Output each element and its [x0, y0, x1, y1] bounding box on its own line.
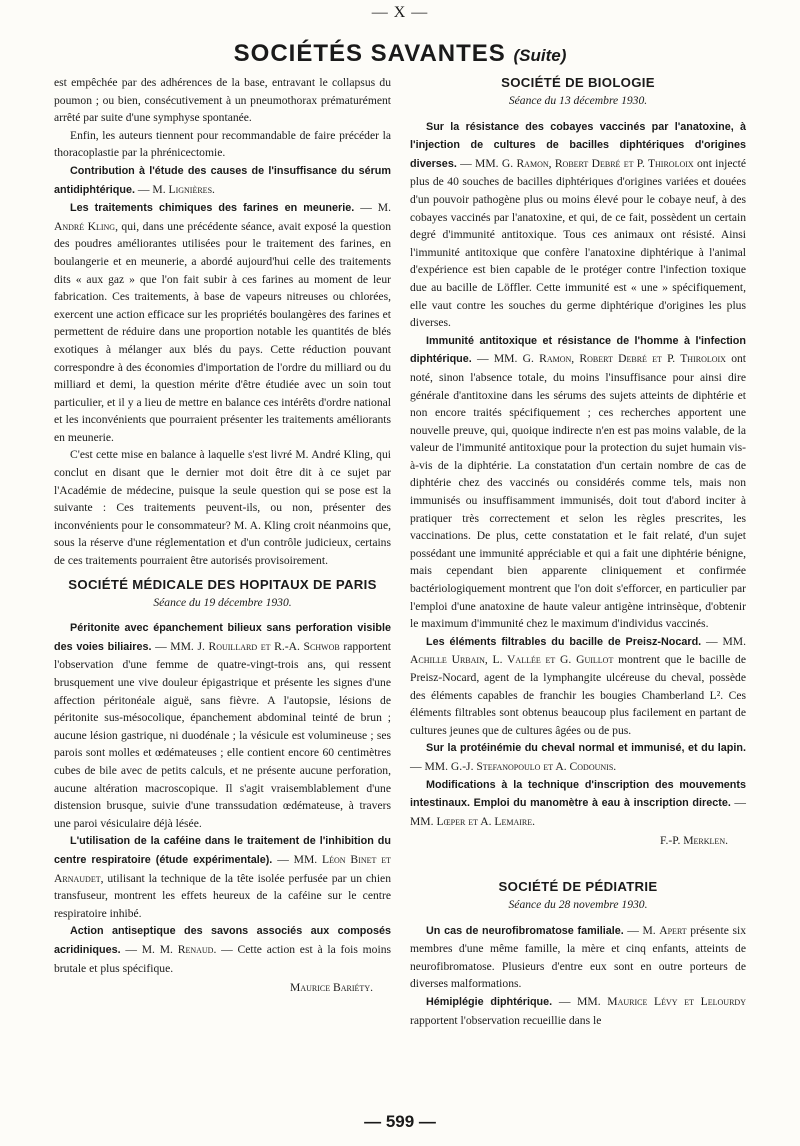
article-pre: — M. M. — [125, 942, 173, 956]
article — [410, 922, 746, 993]
paragraph: Enfin, les auteurs tiennent pour recommandable de faire précéder la thoracoplastie par la phrénicectomie. — [54, 128, 391, 160]
article-authors: G.-J. Stefanopoulo et A. Codounis — [450, 759, 614, 773]
article-title: Les traitements chimiques des farines en meunerie. — [70, 202, 355, 215]
paragraph: C'est cette mise en balance à laquelle s'est livré M. André Kling, qui conclut en disant que le dernier mot doit être dit à ce sujet par l'Académie de médecine, puisque la seule question qui se pose est la suivante : Ces traitements peuvent-ils, ou non, présenter des inconvénients pour le consommateur? M. A. Kling croit néanmoins que, sous la réserve d'une réglementation et d'un contrôle judicieux, certains de ces traitements pourraient être autorisés provisoirement. — [54, 448, 391, 568]
article-end: . — [532, 814, 536, 828]
article-text: . — Cette action est à la fois moins brutale et plus spécifique. — [54, 942, 392, 975]
article-authors: Renaud — [177, 942, 214, 956]
article — [410, 993, 746, 1029]
article-text: rapportent l'observation recueillie dans le — [410, 1013, 602, 1027]
article — [54, 162, 391, 199]
article-pre: — MM. — [558, 994, 601, 1008]
article-pre: — MM. — [460, 156, 499, 170]
running-head — [0, 40, 800, 68]
article-text: , utilisant la technique de la tête isolée perfusée par un chien transfuseur, montrent les effets heureux de la caféine sur le centre respiratoire inhibé. — [54, 871, 391, 920]
article-pre: — M. — [360, 201, 391, 215]
running-head-suite: (Suite) — [513, 46, 567, 65]
article-text: , qui, dans une précédente séance, avait exposé la question des poudres améliorantes utilisées pour le traitement des farines, en boulangerie et en meunerie, a abordé aujourd'hui celle des traitements dits « aux gaz » que l'on fait subir à ces farines au moment de leur fabrication. Ces traitements, à base de vapeurs nitreuses ou chlorées, exercent une action efficace sur les propriétés boulangères des farines et permettent de réduire dans une proportion notable les quantités de blés exotiques à mélanger aux blés du pays. Cette réduction pouvant correspondre à des économies d'importation de l'ordre du milliard ou du milliard et demi, la question mérite d'être étudiée avec un soin tout particulier, et il y a lieu de mettre en balance ces intérêts d'ordre national et les inconvénients que pourraient présenter les traitements améliorants en meunerie. — [54, 219, 392, 444]
article-authors: Achille Urbain, L. Vallée et G. Guillot — [410, 653, 614, 667]
article-authors: Lœper et A. Lemaire — [436, 814, 533, 828]
article-title: Hémiplégie diphtérique. — [426, 995, 553, 1008]
article-authors: J. Rouillard et R.-A. Schwob — [197, 639, 340, 653]
article-pre: — MM. — [477, 352, 518, 366]
article-text: montrent que le bacille de Preisz-Nocard, agent de la lymphangite ulcéreuse du cheval, possède des éléments capables de franchir les bougies Chamberland L². Ces éléments filtrables sont obtenus beaucoup plus facilement en partant de cultures jeunes que de cultures âgées ou de pus. — [410, 653, 746, 737]
article — [54, 619, 391, 832]
article-authors: — M. Lignières. — [137, 182, 215, 196]
article-title: Sur la résistance des cobayes vaccinés par l'anatoxine, à l'injection de cultures de bacilles diphtériques d'origines diverses. — [410, 120, 746, 170]
article-pre: — M. — [627, 923, 656, 937]
article-title: Modifications à la technique d'inscription des mouvements intestinaux. Emploi du manomètre à eau à inscription directe. — [410, 778, 746, 810]
article-title: Contribution à l'étude des causes de l'insuffisance du sérum antidiphtérique. — [54, 164, 391, 196]
article — [410, 633, 746, 740]
section-title: SOCIÉTÉ DE BIOLOGIE — [501, 75, 655, 90]
article-pre: — MM. — [706, 634, 746, 648]
right-column — [410, 74, 746, 1029]
article-title: Les éléments filtrables du bacille de Preisz-Nocard. — [426, 635, 702, 648]
signature: Maurice Bariéty. — [290, 981, 373, 995]
article-authors: André Kling — [54, 219, 116, 233]
paragraph: est empêchée par des adhérences de la base, entravant le collapsus du poumon ; ou bien, consécutivement à un pneumothorax prématurément arrêté par suite d'une symphyse spontanée. — [54, 76, 391, 125]
article-end: . — [613, 759, 617, 773]
article-authors: G. Ramon, Robert Debré et P. Thiroloix — [501, 156, 694, 170]
running-head-title: SOCIÉTÉS SAVANTES — [233, 40, 506, 67]
article-text: rapportent l'observation d'une femme de quatre-vingt-trois ans, qui ressent brusquement une vive douleur épigastrique et présente les signes d'une affection péritonéale aiguë, sans fièvre. A l'autopsie, lésions de péritonite sus-mésocolique, épanchement abdominal teinté de brun ; aucune lésion gastrique, ni duodénale ; la vésicule est volumineuse ; ses parois sont molles et œdémateuses ; elle contient encore 60 centimètres cubes de bile avec de petits calculs, et ne présente aucune perforation, aucune altération macroscopique. Il s'agit vraisemblablement d'une distension brusque, suivie d'une transsudation œdémateuse, à travers une paroi vésiculaire déjà lésée. — [54, 639, 391, 830]
article-text: ont noté, sinon l'absence totale, du moins l'insuffisance pour ainsi dire générale d'antitoxine dans les sérums des sujets atteints de diphtérie et non encore traités spécifiquement ; ces recherches apportent une nouvelle preuve, qui, quoique indirecte n'en est pas moins valable, de la valeur de l'immunité antitoxique pour la protection du sujet humain vis-à-vis de la diphtérie. La constatation d'un certain nombre de cas de diphtérie chez des vaccinés ou considérés comme tels, mais non immunisés ou insuffisamment immunisés, doit tout d'abord inciter à pratiquer très correctement et selon les règles prescrites, les vaccinations. De plus, cette constatation et le fait relaté, d'un sujet possédant une immunité appréciable et qui a fait une diphtérie bénigne, mais cependant bien apparente cliniquement et confirmée bactériologiquement montrent que l'on doit s'efforcer, en particulier par l'emploi d'une anatoxine de haute valeur antigène intrinsèque, d'obtenir le maximum d'immunité chez le maximum d'individus vaccinés. — [410, 352, 747, 631]
session-date: Séance du 13 décembre 1930. — [508, 94, 648, 107]
article-pre: — MM. — [410, 759, 449, 773]
article-title: Sur la protéinémie du cheval normal et immunisé, et du lapin. — [426, 742, 746, 755]
article-title: L'utilisation de la caféine dans le traitement de l'inhibition du centre respiratoire (étude expérimentale). — [54, 835, 391, 866]
article — [410, 739, 746, 775]
article-authors: Apert — [659, 923, 687, 937]
folio: — X — — [371, 4, 429, 21]
section-title: SOCIÉTÉ MÉDICALE DES HOPITAUX DE PARIS — [68, 576, 377, 592]
article-authors: G. Ramon, Robert Debré et P. Thiroloix — [522, 352, 726, 366]
article — [410, 118, 746, 332]
section-title: SOCIÉTÉ DE PÉDIATRIE — [498, 878, 658, 894]
session-date: Séance du 28 novembre 1930. — [508, 897, 648, 911]
article-authors: Léon Binet et Arnaudet — [54, 852, 392, 885]
page-number: — 599 — — [364, 1112, 436, 1131]
article-authors: Maurice Lévy et Lelourdy — [607, 994, 746, 1008]
article — [54, 832, 391, 922]
article-pre: — MM. — [277, 852, 318, 866]
article — [410, 332, 746, 633]
article-pre: — MM. — [410, 796, 746, 828]
signature: F.-P. Merklen. — [660, 834, 728, 848]
article — [54, 199, 391, 446]
article-text: présente six membres d'une même famille, la mère et cinq enfants, atteints de neurofibromatose. Plusieurs d'entre eux sont en outre porteurs de diverses malformations. — [410, 923, 746, 991]
article-title: Péritonite avec épanchement bilieux sans perforation visible des voies biliaires. — [54, 622, 391, 653]
article-title: Action antiseptique des savons associés aux composés acridiniques. — [54, 925, 391, 956]
article-title: Un cas de neurofibromatose familiale. — [426, 924, 624, 937]
article-text: ont injecté plus de 40 souches de bacilles diphtériques d'origines variées et douées d'un pouvoir pathogène plus ou moins élevé pour le cobaye neuf, à des cobayes vaccinés par l'anatoxine, et qui, de ce fait, possèdent un certain degré d'immunité antitoxique. Tous ces animaux ont résisté. Ainsi l'immunité antitoxique que confère l'anatoxine diphtérique à l'animal d'expérience est bien capable de le protéger contre l'infection toxique due au bacille de Löffler. Cette immunité est « une » spécifiquement, elle vaut contre les souches du germe diphtérique d'origines les plus diverses. — [410, 156, 747, 330]
left-column — [54, 74, 391, 997]
session-date: Séance du 19 décembre 1930. — [153, 595, 292, 609]
article — [54, 922, 391, 977]
article-title: Immunité antitoxique et résistance de l'homme à l'infection diphtérique. — [410, 334, 746, 366]
article-pre: — MM. — [155, 639, 194, 653]
article — [410, 776, 746, 831]
